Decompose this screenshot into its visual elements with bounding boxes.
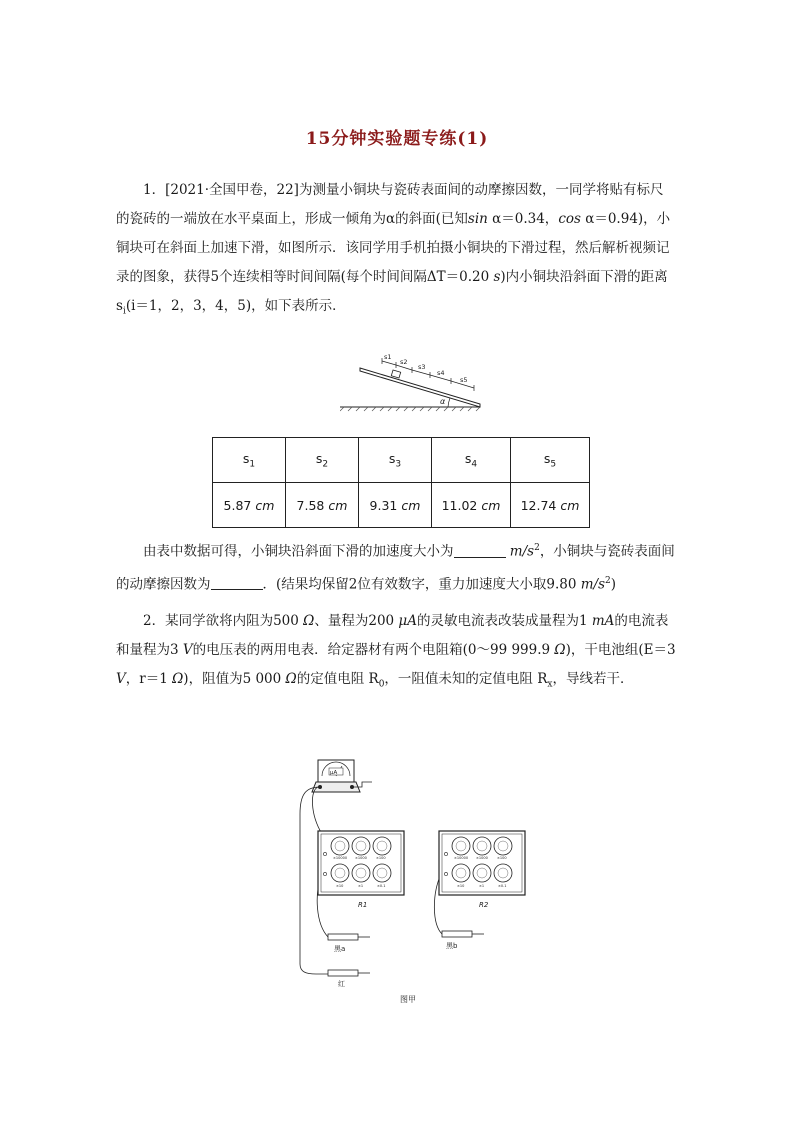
svg-text:黑b: 黑b: [446, 942, 458, 950]
circuit-figure: [296, 754, 536, 1004]
table-header-cell: $s_5$: [511, 438, 590, 483]
answer-blank-acceleration[interactable]: [454, 543, 506, 558]
svg-text:×1: ×1: [479, 884, 485, 888]
svg-text:红: 红: [338, 980, 345, 988]
svg-text:×10: ×10: [457, 884, 465, 888]
page-title: 15分钟实验题专练(1): [305, 129, 489, 149]
table-cell: 7.58 cm: [286, 483, 359, 528]
label-r1: R1: [358, 901, 368, 909]
resistance-box-r2: [439, 831, 525, 895]
question-1-text: 1．[2021·全国甲卷，22]为测量小铜块与瓷砖表面间的动摩擦因数，一同学将贴有标尺的瓷砖的一端放在水平桌面上，形成一倾角为α的斜面(已知sin α＝0.34，cos α＝0.94)，小铜块可在斜面上加速下滑，如图所示．该同学用手机拍摄小铜块的下滑过程，然后解析视频记录的图象，获得5个连续相等时间间隔(每个时间间隔ΔT＝0.20 s)内小铜块沿斜面下滑的距离 $s_i(i=1$，2，3，4，5)，如下表所示．: [116, 182, 671, 317]
probe-red: [328, 970, 370, 988]
question-2-text: 2．某同学欲将内阻为500 Ω、量程为200 μA的灵敏电流表改装成量程为1 mA的电流表和量程为3 V的电压表的两用电表．给定器材有两个电阻箱(0～99 999.9 Ω)，干电池组(E＝3 V，r＝1 Ω)，阻值为5 000 Ω的定值电阻 $R_0$，一阻值未知的定值电阻 $R_x$，导线若干．: [116, 613, 676, 690]
table-cell: 12.74 cm: [511, 483, 590, 528]
svg-text:×100: ×100: [376, 856, 386, 860]
incline-figure: [340, 352, 490, 412]
table-row: [213, 483, 590, 528]
svg-text:×0.1: ×0.1: [377, 884, 386, 888]
angle-label: α: [440, 397, 446, 406]
probe-black-a: [328, 934, 370, 953]
table-header-cell: $s_1$: [213, 438, 286, 483]
table-header-cell: $s_3$: [359, 438, 432, 483]
svg-text:×10000: ×10000: [454, 856, 469, 860]
table-header-cell: $s_4$: [432, 438, 511, 483]
svg-text:×100: ×100: [497, 856, 507, 860]
figure-caption: 图甲: [400, 995, 416, 1004]
question-1-answer-text: 由表中数据可得，小铜块沿斜面下滑的加速度大小为 $m/s^2$，小铜块与瓷砖表面间的动摩擦因数为 ．(结果均保留2位有效数字，重力加速度大小取9.80 $m/s^2$): [116, 543, 675, 592]
svg-text:黑a: 黑a: [334, 945, 346, 953]
table-cell: 9.31 cm: [359, 483, 432, 528]
segment-label-s2: s2: [400, 358, 408, 366]
meter-label: μA: [330, 770, 338, 776]
svg-text:×10000: ×10000: [333, 856, 348, 860]
table-header-row: [213, 438, 590, 483]
resistance-box-r1: [318, 831, 404, 895]
segment-label-s3: s3: [418, 363, 426, 371]
copper-block: [391, 370, 400, 378]
label-r2: R2: [479, 901, 489, 909]
segment-label-s5: s5: [460, 376, 468, 384]
distance-table: [212, 437, 590, 528]
table-header-cell: $s_2$: [286, 438, 359, 483]
probe-black-b: [442, 931, 484, 950]
svg-text:×10: ×10: [336, 884, 344, 888]
svg-text:×1000: ×1000: [476, 856, 488, 860]
segment-label-s4: s4: [437, 369, 445, 377]
svg-text:×1: ×1: [358, 884, 364, 888]
table-cell: 11.02 cm: [432, 483, 511, 528]
segment-label-s1: s1: [384, 353, 392, 361]
table-cell: 5.87 cm: [213, 483, 286, 528]
svg-text:×0.1: ×0.1: [498, 884, 507, 888]
svg-text:×1000: ×1000: [355, 856, 367, 860]
answer-blank-friction[interactable]: [211, 575, 263, 590]
